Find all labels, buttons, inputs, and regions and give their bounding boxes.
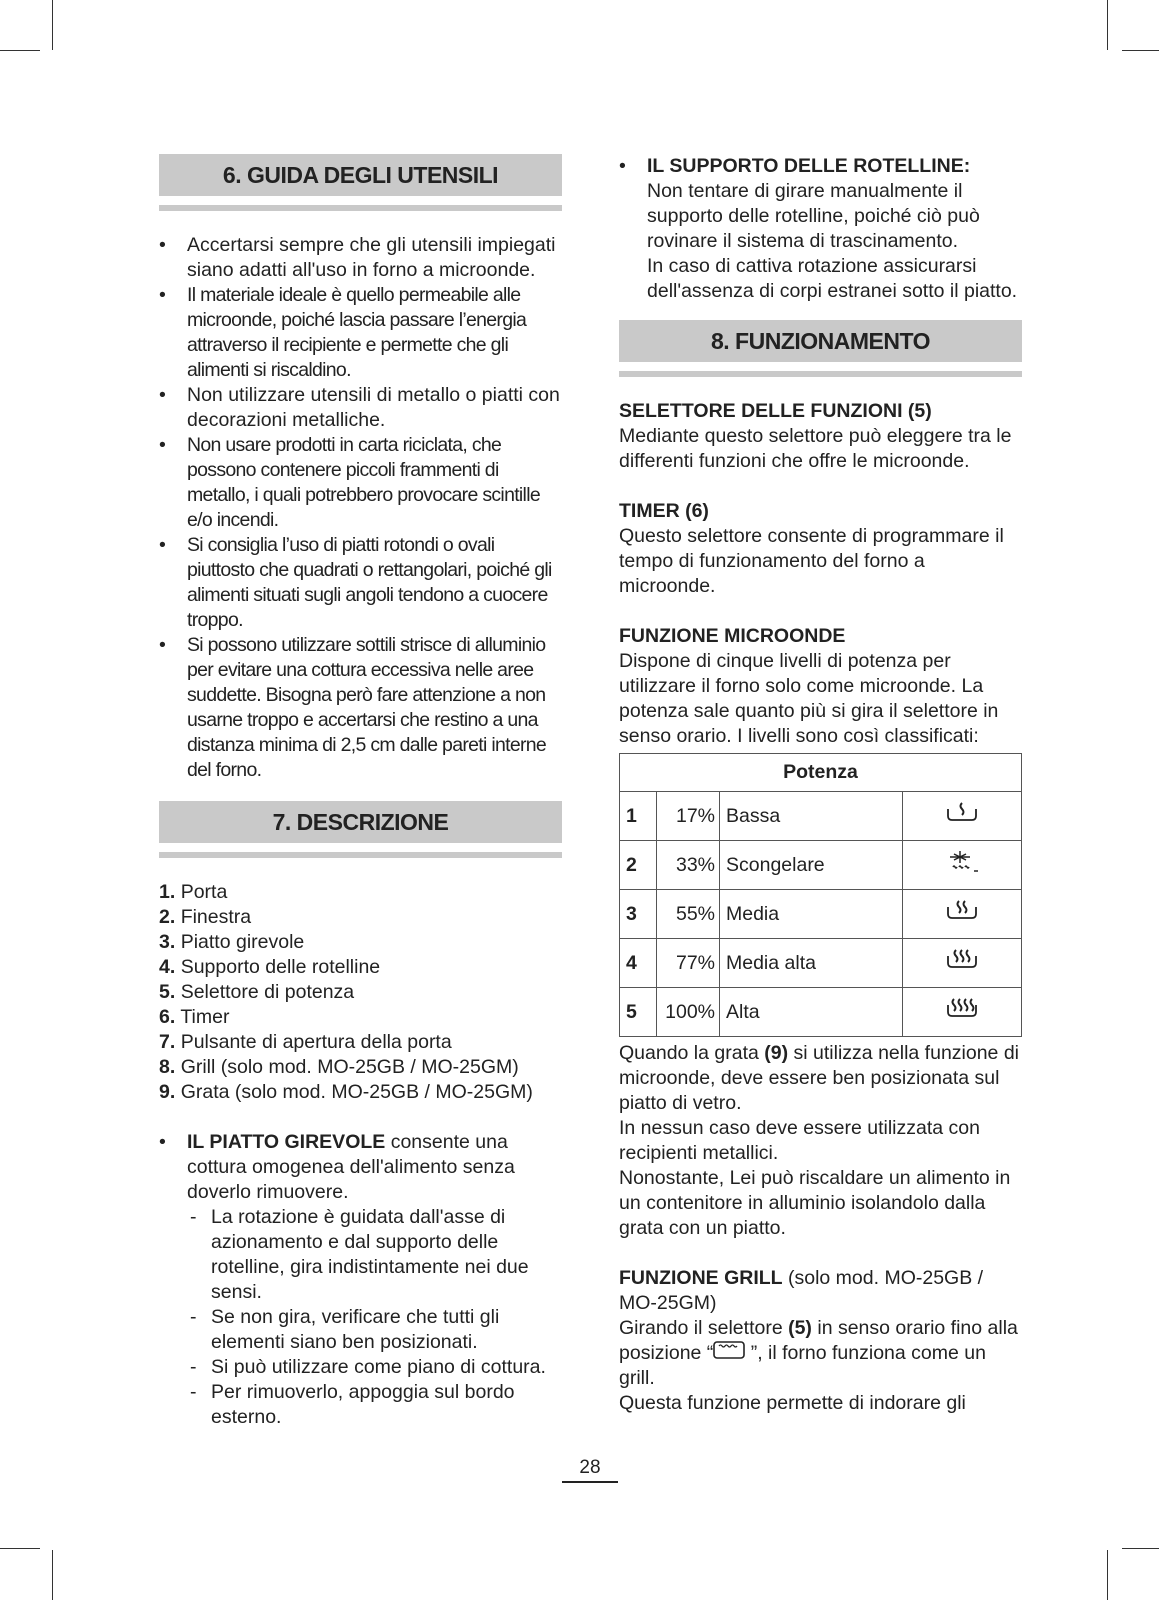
dash-item: - Se non gira, verificare che tutti gli elementi siano ben posizionati. xyxy=(187,1305,562,1355)
list-item: 6. Timer xyxy=(159,1006,230,1028)
crop-mark xyxy=(1122,50,1159,51)
parts-list xyxy=(159,880,562,1105)
section-divider xyxy=(159,852,562,858)
list-item: 3. Piatto girevole xyxy=(159,931,305,953)
level-label: Bassa xyxy=(720,792,903,841)
bullet-item: • IL PIATTO GIREVOLE consente una cottura omogenea dell'alimento senza doverlo rimuovere. - La rotazione è guidata dall'asse di azionamento e dal supporto delle rotelline, gira indistintamente nei due sensi. - Se non gira, verificare che tutti gli elementi siano ben posizionati. - Si può utilizzare come piano di cottura. - Per rimuoverlo, appoggia sul bordo esterno. xyxy=(159,1130,562,1430)
selettore-heading: SELETTORE DELLE FUNZIONI (5) xyxy=(619,400,932,422)
list-item: 1. Porta xyxy=(159,881,228,903)
dash-item: - Si può utilizzare come piano di cottura. xyxy=(187,1355,562,1380)
selettore-text: Mediante questo selettore può eleggere tra le differenti funzioni che offre le microonde. xyxy=(619,425,1012,472)
microonde-heading: FUNZIONE MICROONDE xyxy=(619,625,846,647)
grata-text-3: Nonostante, Lei può riscaldare un alimento in un contenitore in alluminio isolandolo dalla grata con un piatto. xyxy=(619,1167,1011,1239)
table-row xyxy=(620,841,1022,890)
piatto-bullet xyxy=(159,1130,562,1430)
level-label: Media xyxy=(720,890,903,939)
table-row xyxy=(620,792,1022,841)
dash-item: - Per rimuoverlo, appoggia sul bordo esterno. xyxy=(187,1380,562,1430)
grill-text: Girando il selettore (5) in senso orario fino alla posizione “ ”, il forno funziona come un grill. xyxy=(619,1317,1018,1390)
grata-text-2: In nessun caso deve essere utilizzata con recipienti metallici. xyxy=(619,1117,980,1164)
list-item: 2. Finestra xyxy=(159,906,252,928)
grata-text: Quando la grata (9) si utilizza nella funzione di microonde, deve essere ben posizionata sul piatto di vetro. xyxy=(619,1042,1020,1114)
supporto-bullet xyxy=(619,154,1022,304)
section-divider xyxy=(619,371,1022,377)
page-number: 28 xyxy=(579,1457,601,1478)
grill-icon xyxy=(713,1341,745,1366)
table-row xyxy=(620,988,1022,1037)
level-number: 3 xyxy=(620,890,657,939)
bullet-item: • Non usare prodotti in carta riciclata, che possono contenere piccoli frammenti di metallo, i quali potrebbero provocare scintille e/o incendi. xyxy=(159,433,562,533)
list-item: 4. Supporto delle rotelline xyxy=(159,956,381,978)
bullet-item: • Si consiglia l’uso di piatti rotondi o ovali piuttosto che quadrati o rettangolari, poiché gli alimenti situati sugli angoli tendono a cuocere troppo. xyxy=(159,533,562,633)
level-percent: 17% xyxy=(657,792,720,841)
table-row xyxy=(620,939,1022,988)
level-percent: 100% xyxy=(657,988,720,1037)
dash-item: - La rotazione è guidata dall'asse di azionamento e dal supporto delle rotelline, gira indistintamente nei due sensi. xyxy=(187,1205,562,1305)
bullet-item: • Il materiale ideale è quello permeabile alle microonde, poiché lascia passare l’energia attraverso il recipiente e permette che gli alimenti si riscaldino. xyxy=(159,283,562,383)
right-column xyxy=(619,154,1022,1416)
microonde-text: Dispone di cinque livelli di potenza per utilizzare il forno solo come microonde. La potenza sale quanto più si gira il selettore in senso orario. I livelli sono così classificati: xyxy=(619,650,999,747)
list-item: 8. Grill (solo mod. MO-25GB / MO-25GM) xyxy=(159,1056,519,1078)
level-label: Alta xyxy=(720,988,903,1037)
level-label: Scongelare xyxy=(720,841,903,890)
left-column xyxy=(159,154,562,1430)
crop-mark xyxy=(0,1548,40,1549)
level-number: 1 xyxy=(620,792,657,841)
section-divider xyxy=(159,205,562,211)
wave-1-icon xyxy=(903,792,1022,841)
bullet-item: • Accertarsi sempre che gli utensili impiegati siano adatti all'uso in forno a microonde. xyxy=(159,233,562,283)
bullet-item: • Si possono utilizzare sottili strisce di alluminio per evitare una cottura eccessiva nelle aree suddette. Bisogna però fare attenzione a non usarne troppo e accertarsi che restino a una distanza minima di 2,5 cm dalle pareti interne del forno. xyxy=(159,633,562,783)
grill-heading: FUNZIONE GRILL (solo mod. MO-25GB / MO-25GM) xyxy=(619,1267,984,1314)
crop-mark xyxy=(52,0,53,50)
crop-mark xyxy=(1107,0,1108,50)
wave-2-icon xyxy=(903,890,1022,939)
crop-mark xyxy=(52,1550,53,1600)
section-6-title: 6. GUIDA DEGLI UTENSILI xyxy=(159,154,562,196)
list-item: 7. Pulsante di apertura della porta xyxy=(159,1031,452,1053)
timer-text: Questo selettore consente di programmare il tempo di funzionamento del forno a microonde. xyxy=(619,525,1004,597)
crop-mark xyxy=(1122,1548,1159,1549)
bullet-item: • Non utilizzare utensili di metallo o piatti con decorazioni metalliche. xyxy=(159,383,562,433)
power-table-header: Potenza xyxy=(620,754,1022,792)
defrost-icon xyxy=(903,841,1022,890)
list-item: 5. Selettore di potenza xyxy=(159,981,355,1003)
list-item: 9. Grata (solo mod. MO-25GB / MO-25GM) xyxy=(159,1081,533,1103)
level-number: 4 xyxy=(620,939,657,988)
table-row xyxy=(620,890,1022,939)
level-number: 5 xyxy=(620,988,657,1037)
level-percent: 55% xyxy=(657,890,720,939)
bullet-item: • IL SUPPORTO DELLE ROTELLINE: Non tentare di girare manualmente il supporto delle rotelline, poiché ciò può rovinare il sistema di trascinamento. In caso di cattiva rotazione assicurarsi dell'assenza di corpi estranei sotto il piatto. xyxy=(619,154,1022,304)
timer-heading: TIMER (6) xyxy=(619,500,709,522)
level-number: 2 xyxy=(620,841,657,890)
section-6-bullet-list xyxy=(159,233,562,783)
crop-mark xyxy=(0,50,40,51)
level-percent: 77% xyxy=(657,939,720,988)
power-table xyxy=(619,753,1022,1037)
page-number-underline xyxy=(562,1481,618,1483)
wave-3-icon xyxy=(903,939,1022,988)
wave-4-icon xyxy=(903,988,1022,1037)
level-label: Media alta xyxy=(720,939,903,988)
level-percent: 33% xyxy=(657,841,720,890)
section-7-title: 7. DESCRIZIONE xyxy=(159,801,562,843)
piatto-dash-list xyxy=(187,1205,562,1430)
section-8-title: 8. FUNZIONAMENTO xyxy=(619,320,1022,362)
crop-mark xyxy=(1107,1550,1108,1600)
grill-text-2: Questa funzione permette di indorare gli xyxy=(619,1392,966,1415)
